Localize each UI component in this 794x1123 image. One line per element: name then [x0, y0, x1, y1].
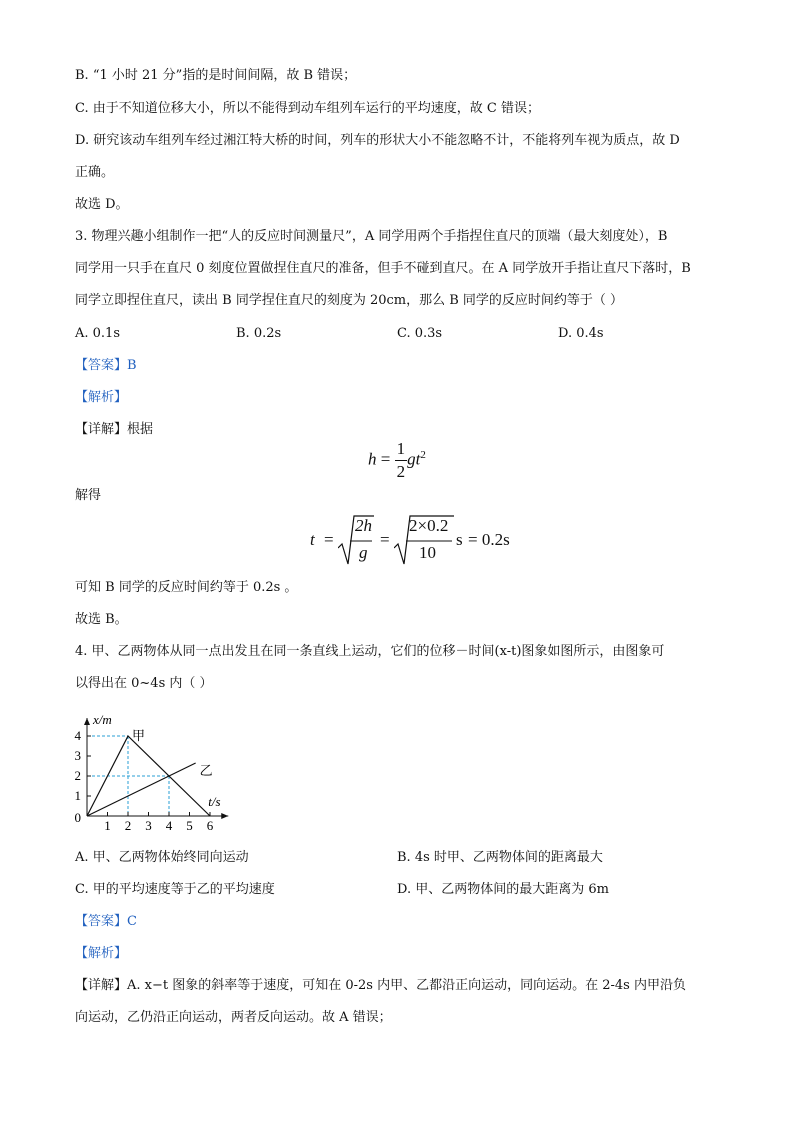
- eq-equals: =: [324, 530, 334, 549]
- answer-label: 【答案】B: [75, 358, 137, 373]
- series-label-yi: 乙: [199, 763, 213, 778]
- y-tick-label: 3: [74, 748, 81, 763]
- y-axis-arrow: [84, 718, 90, 725]
- x-tick-label: 3: [145, 818, 152, 833]
- conclusion-line: 可知 B 同学的反应时间约等于 0.2s 。: [75, 580, 298, 595]
- eq-h: h: [368, 449, 377, 469]
- eq-equals: =: [380, 530, 390, 549]
- question-4-stem: 4. 甲、乙两物体从同一点出发且在同一条直线上运动，它们的位移－时间(x-t)图象如图所示，由图象可: [75, 644, 665, 659]
- option-b: B. 0.2s: [236, 326, 282, 341]
- option-c: C. 0.3s: [397, 326, 443, 341]
- x-tick-label: 1: [104, 818, 111, 833]
- y-axis-label: x/m: [93, 712, 112, 727]
- y-tick-label: 4: [74, 728, 81, 743]
- analysis-label: 【解析】: [75, 390, 128, 405]
- eq-result: = 0.2s: [468, 530, 510, 549]
- equation-free-fall: [368, 438, 426, 483]
- eq-t: t: [310, 530, 315, 549]
- option-b: B. 4s 时甲、乙两物体间的距离最大: [397, 850, 603, 865]
- eq-unit: s: [456, 530, 463, 549]
- detail-line: 【详解】根据: [75, 422, 154, 437]
- answer-label: 【答案】C: [75, 914, 137, 929]
- text-line: 故选 D。: [75, 197, 129, 212]
- eq-fraction: [395, 438, 408, 483]
- text-line: 正确。: [75, 165, 115, 180]
- eq-equals: =: [380, 449, 391, 469]
- x-axis-arrow: [221, 813, 228, 819]
- x-axis-label: t/s: [208, 794, 221, 809]
- eq-den-value: 10: [419, 543, 436, 562]
- eq-denominator: 2: [396, 462, 406, 481]
- x-tick-label: 6: [206, 818, 214, 833]
- eq-numerator: 1: [395, 438, 408, 461]
- eq-gt: gt: [407, 449, 421, 469]
- text-line: C. 由于不知道位移大小，所以不能得到动车组列车运行的平均速度，故 C 错误；: [75, 101, 540, 116]
- detail-line: 向运动，乙仍沿正向运动，两者反向运动。故 A 错误；: [75, 1010, 392, 1025]
- x-tick-label: 5: [186, 818, 193, 833]
- y-tick-label: 2: [74, 768, 81, 783]
- x-tick-label: 4: [165, 818, 173, 833]
- eq-exponent: 2: [420, 448, 426, 461]
- text-line: B. “1 小时 21 分”指的是时间间隔，故 B 错误；: [75, 68, 357, 83]
- x-tick-label: 2: [124, 818, 132, 833]
- eq-num-value: 2×0.2: [409, 516, 449, 535]
- detail-line: 【详解】A. x−t 图象的斜率等于速度，可知在 0-2s 内甲、乙都沿正向运动，同向运动。在 2-4s 内甲沿负: [75, 978, 686, 993]
- option-d: D. 0.4s: [558, 326, 604, 341]
- origin-label: 0: [74, 810, 81, 825]
- question-3-stem: 同学立即捏住直尺，读出 B 同学捏住直尺的刻度为 20cm，那么 B 同学的反应时间约等于（ ）: [75, 293, 624, 308]
- question-4-stem: 以得出在 0~4s 内（ ）: [75, 676, 213, 691]
- series-label-jia: 甲: [132, 728, 146, 743]
- eq-num-2h: 2h: [355, 516, 372, 535]
- series-line-1: [87, 763, 196, 816]
- option-a: A. 0.1s: [75, 326, 120, 341]
- y-tick-label: 1: [74, 788, 81, 803]
- analysis-label: 【解析】: [75, 946, 128, 961]
- eq-den-g: g: [359, 543, 368, 562]
- question-3-stem: 同学用一只手在直尺 0 刻度位置做捏住直尺的准备，但手不碰到直尺。在 A 同学放开手指让直尺下落时，B: [75, 261, 691, 276]
- xt-graph: [70, 702, 250, 832]
- choose-line: 故选 B。: [75, 612, 128, 627]
- solve-line: 解得: [75, 488, 102, 503]
- question-3-stem: 3. 物理兴趣小组制作一把“人的反应时间测量尺”，A 同学用两个手指捏住直尺的顶端（最大刻度处），B: [75, 229, 668, 244]
- option-a: A. 甲、乙两物体始终同向运动: [75, 850, 249, 865]
- option-c: C. 甲的平均速度等于乙的平均速度: [75, 882, 275, 897]
- option-d: D. 甲、乙两物体间的最大距离为 6m: [397, 882, 609, 897]
- text-line: D. 研究该动车组列车经过湘江特大桥的时间，列车的形状大小不能忽略不计，不能将列车视为质点，故 D: [75, 133, 680, 148]
